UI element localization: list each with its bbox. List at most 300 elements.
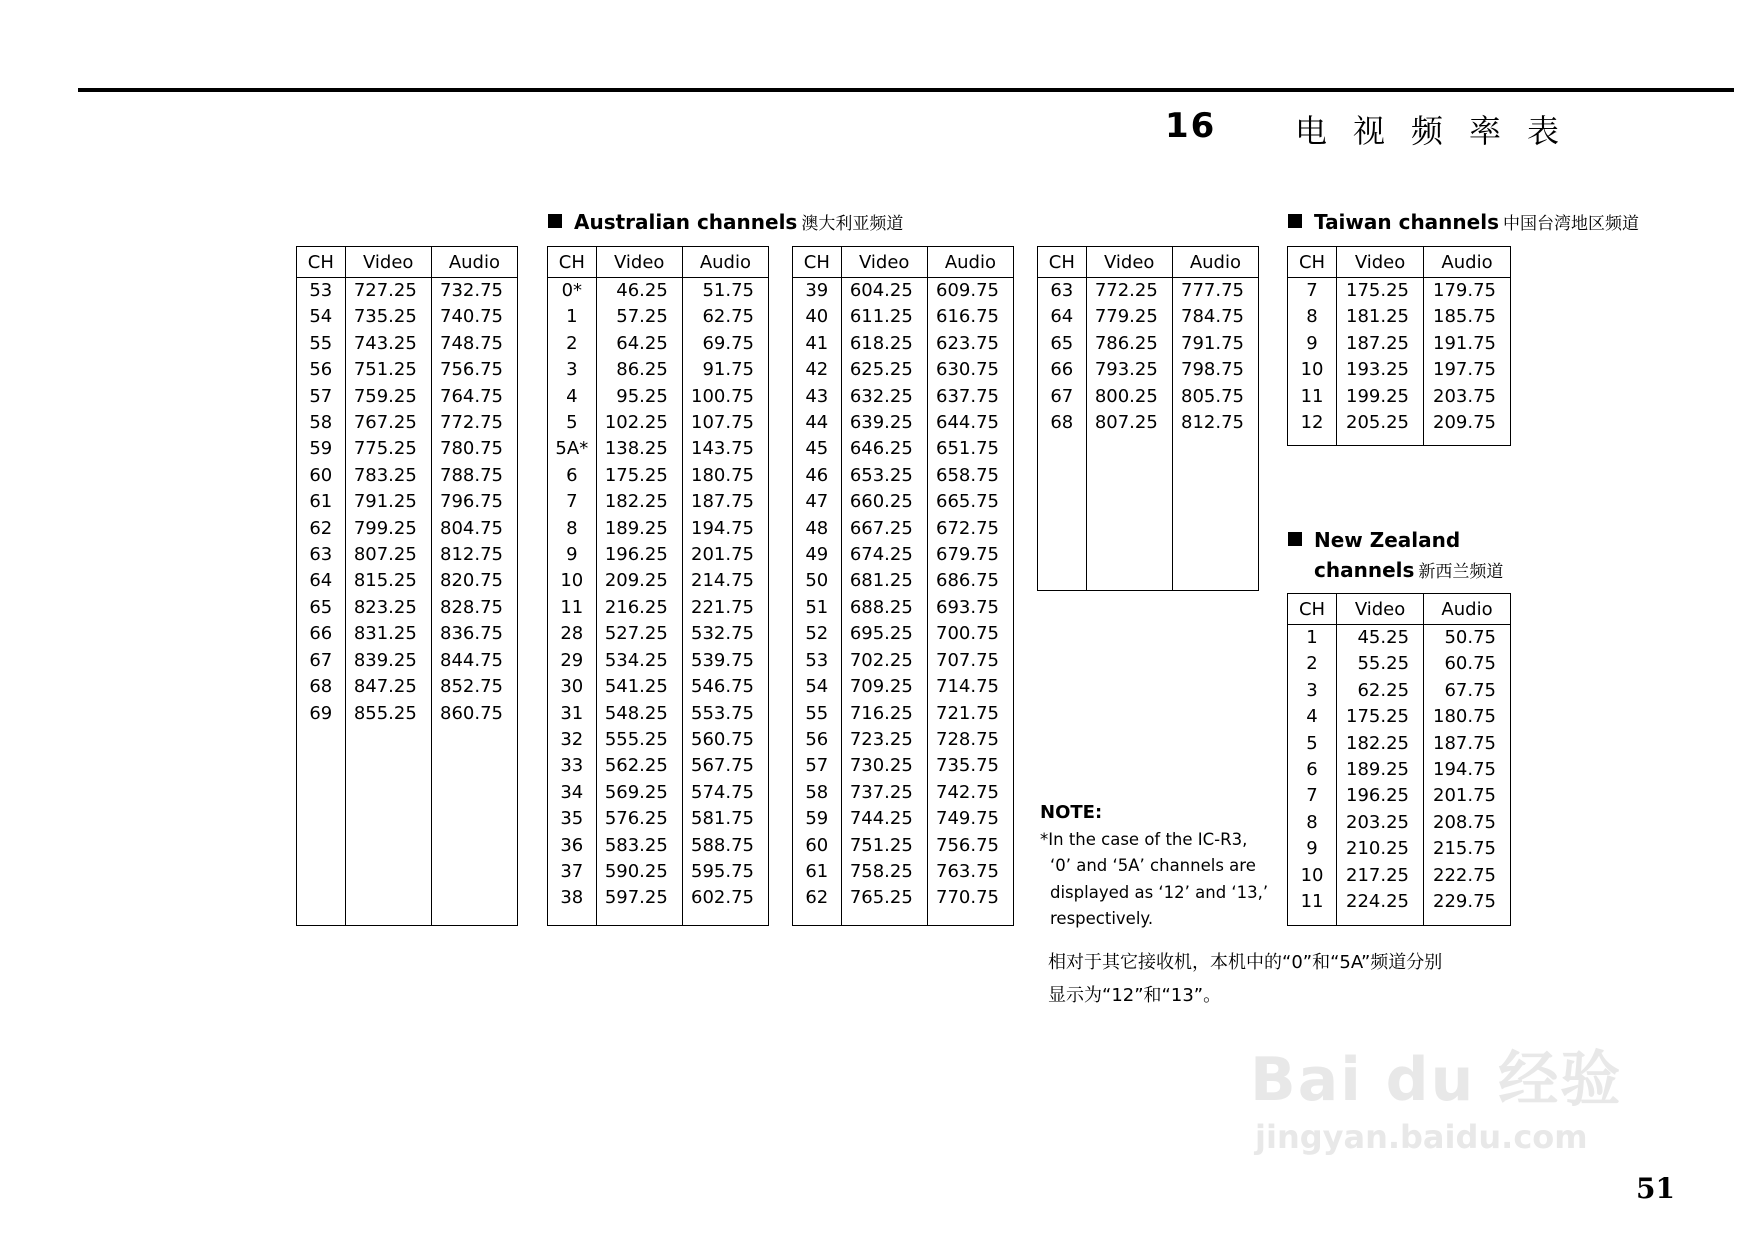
video-freq-cell: 597.25 xyxy=(596,885,682,911)
channel-cell: 40 xyxy=(805,306,829,328)
table-row xyxy=(297,304,518,330)
audio-freq-cell: 784.75 xyxy=(1172,304,1258,330)
audio-freq-cell: 560.75 xyxy=(682,727,768,753)
table-row xyxy=(793,436,1014,462)
channel-cell: 58 xyxy=(805,781,829,803)
video-freq-cell: 625.25 xyxy=(841,357,927,383)
audio-freq-cell: 69.75 xyxy=(682,331,768,357)
table-row xyxy=(548,516,769,542)
note-line: displayed as ‘12’ and ‘13,’ xyxy=(1050,882,1269,902)
video-freq-cell: 674.25 xyxy=(841,542,927,568)
table-row xyxy=(548,278,769,305)
note-line: ‘0’ and ‘5A’ channels are xyxy=(1050,856,1256,875)
channel-cell: 51 xyxy=(805,596,829,618)
video-freq-cell: 716.25 xyxy=(841,701,927,727)
channel-cell: 11 xyxy=(1300,385,1324,407)
column-header-video: Video xyxy=(596,247,682,278)
table-row xyxy=(297,595,518,621)
table-row xyxy=(793,278,1014,305)
audio-freq-cell: 180.75 xyxy=(1424,704,1511,730)
video-freq-cell: 772.25 xyxy=(1086,278,1172,305)
column-header-ch: CH xyxy=(793,247,842,278)
video-freq-cell: 639.25 xyxy=(841,410,927,436)
channel-cell: 52 xyxy=(805,623,829,645)
audio-freq-cell: 820.75 xyxy=(431,568,517,594)
audio-freq-cell: 644.75 xyxy=(927,410,1013,436)
channel-cell: 2 xyxy=(566,332,578,354)
video-freq-cell: 210.25 xyxy=(1337,836,1424,862)
audio-freq-cell: 630.75 xyxy=(927,357,1013,383)
channel-cell: 45 xyxy=(805,438,829,460)
audio-freq-cell: 658.75 xyxy=(927,463,1013,489)
video-freq-cell: 751.25 xyxy=(841,833,927,859)
channel-cell: 60 xyxy=(309,464,333,486)
table-row xyxy=(1288,278,1511,305)
table-row xyxy=(793,384,1014,410)
australian-title: Australian channels xyxy=(574,210,798,234)
video-freq-cell: 182.25 xyxy=(1337,731,1424,757)
video-freq-cell: 189.25 xyxy=(1337,757,1424,783)
audio-freq-cell: 602.75 xyxy=(682,885,768,911)
top-rule xyxy=(78,88,1734,92)
table-row xyxy=(297,568,518,594)
empty-cell xyxy=(431,727,517,926)
table-row xyxy=(1288,331,1511,357)
channel-cell: 55 xyxy=(309,332,333,354)
video-freq-cell: 709.25 xyxy=(841,674,927,700)
channel-cell: 43 xyxy=(805,385,829,407)
audio-freq-cell: 222.75 xyxy=(1424,863,1511,889)
channel-cell: 8 xyxy=(1306,811,1318,833)
video-freq-cell: 702.25 xyxy=(841,648,927,674)
table-filler-row xyxy=(1288,915,1511,925)
channel-cell: 53 xyxy=(805,649,829,671)
audio-freq-cell: 860.75 xyxy=(431,701,517,727)
empty-cell xyxy=(1038,436,1087,590)
table-row xyxy=(793,516,1014,542)
audio-freq-cell: 187.75 xyxy=(682,489,768,515)
table-row xyxy=(1288,625,1511,652)
video-freq-cell: 562.25 xyxy=(596,753,682,779)
channel-cell: 67 xyxy=(309,649,333,671)
audio-freq-cell: 201.75 xyxy=(682,542,768,568)
audio-freq-cell: 836.75 xyxy=(431,621,517,647)
channel-cell: 28 xyxy=(560,623,584,645)
table-row xyxy=(793,568,1014,594)
video-freq-cell: 807.25 xyxy=(1086,410,1172,436)
watermark-brand: Bai du 经验 xyxy=(1250,1045,1623,1115)
table-row xyxy=(1288,704,1511,730)
channel-cell: 67 xyxy=(1050,385,1074,407)
video-freq-cell: 138.25 xyxy=(596,436,682,462)
table-row xyxy=(297,701,518,727)
channel-cell: 62 xyxy=(805,887,829,909)
table-row xyxy=(548,410,769,436)
channel-cell: 66 xyxy=(1050,359,1074,381)
table-row xyxy=(297,436,518,462)
table-row xyxy=(548,859,769,885)
audio-freq-cell: 770.75 xyxy=(927,885,1013,911)
video-freq-cell: 583.25 xyxy=(596,833,682,859)
video-freq-cell: 205.25 xyxy=(1337,410,1424,436)
table-filler-row xyxy=(793,912,1014,926)
video-freq-cell: 791.25 xyxy=(345,489,431,515)
channel-cell: 5 xyxy=(1306,732,1318,754)
table-row xyxy=(548,833,769,859)
column-header-audio: Audio xyxy=(1424,594,1511,625)
video-freq-cell: 653.25 xyxy=(841,463,927,489)
audio-freq-cell: 756.75 xyxy=(927,833,1013,859)
audio-freq-cell: 735.75 xyxy=(927,753,1013,779)
square-bullet-icon xyxy=(1288,214,1302,228)
empty-cell xyxy=(1337,915,1424,925)
channel-cell: 9 xyxy=(1306,332,1318,354)
channel-cell: 64 xyxy=(309,570,333,592)
table-filler-row xyxy=(1038,436,1259,590)
channel-cell: 55 xyxy=(805,702,829,724)
audio-freq-cell: 91.75 xyxy=(682,357,768,383)
video-freq-cell: 751.25 xyxy=(345,357,431,383)
video-freq-cell: 735.25 xyxy=(345,304,431,330)
video-freq-cell: 534.25 xyxy=(596,648,682,674)
audio-freq-cell: 194.75 xyxy=(682,516,768,542)
empty-cell xyxy=(1424,436,1511,445)
audio-freq-cell: 229.75 xyxy=(1424,889,1511,915)
audio-freq-cell: 756.75 xyxy=(431,357,517,383)
video-freq-cell: 548.25 xyxy=(596,701,682,727)
audio-freq-cell: 197.75 xyxy=(1424,357,1511,383)
audio-freq-cell: 179.75 xyxy=(1424,278,1511,305)
video-freq-cell: 555.25 xyxy=(596,727,682,753)
empty-cell xyxy=(841,912,927,926)
channel-cell: 54 xyxy=(805,676,829,698)
table-row xyxy=(793,621,1014,647)
column-header-video: Video xyxy=(1337,594,1424,625)
video-freq-cell: 187.25 xyxy=(1337,331,1424,357)
newzealand-title-line1: New Zealand xyxy=(1314,528,1461,552)
channel-cell: 4 xyxy=(566,385,578,407)
channel-cell: 6 xyxy=(566,464,578,486)
channel-cell: 0* xyxy=(561,280,583,301)
video-freq-cell: 86.25 xyxy=(596,357,682,383)
channel-cell: 3 xyxy=(1306,679,1318,701)
chapter-number: 16 xyxy=(1165,106,1217,146)
taiwan-title: Taiwan channels xyxy=(1314,210,1499,234)
note-chinese-line: 相对于其它接收机，本机中的“0”和“5A”频道分别 xyxy=(1048,952,1443,973)
video-freq-cell: 688.25 xyxy=(841,595,927,621)
channel-cell: 30 xyxy=(560,676,584,698)
channel-cell: 61 xyxy=(805,860,829,882)
table-row xyxy=(793,648,1014,674)
table-row xyxy=(793,357,1014,383)
table-row xyxy=(548,621,769,647)
video-freq-cell: 799.25 xyxy=(345,516,431,542)
video-freq-cell: 783.25 xyxy=(345,463,431,489)
channel-cell: 68 xyxy=(1050,412,1074,434)
channel-cell: 37 xyxy=(560,860,584,882)
channel-cell: 69 xyxy=(309,702,333,724)
table-row xyxy=(297,463,518,489)
table-row xyxy=(548,304,769,330)
australian-heading xyxy=(548,209,903,234)
channel-cell: 36 xyxy=(560,834,584,856)
column-header-video: Video xyxy=(841,247,927,278)
table-row xyxy=(297,621,518,647)
channel-cell: 11 xyxy=(1300,891,1324,913)
video-freq-cell: 46.25 xyxy=(596,278,682,305)
video-freq-cell: 604.25 xyxy=(841,278,927,305)
audio-freq-cell: 191.75 xyxy=(1424,331,1511,357)
channel-table-taiwan xyxy=(1287,246,1511,446)
watermark-url: jingyan.baidu.com xyxy=(1255,1118,1588,1156)
table-row xyxy=(1288,651,1511,677)
video-freq-cell: 590.25 xyxy=(596,859,682,885)
audio-freq-cell: 567.75 xyxy=(682,753,768,779)
video-freq-cell: 831.25 xyxy=(345,621,431,647)
australian-title-zh: 澳大利亚频道 xyxy=(801,214,904,234)
table-row xyxy=(548,463,769,489)
channel-cell: 68 xyxy=(309,676,333,698)
channel-table-1 xyxy=(296,246,518,926)
channel-cell: 10 xyxy=(560,570,584,592)
audio-freq-cell: 665.75 xyxy=(927,489,1013,515)
audio-freq-cell: 693.75 xyxy=(927,595,1013,621)
column-header-audio: Audio xyxy=(927,247,1013,278)
channel-cell: 1 xyxy=(1306,627,1318,648)
table-row xyxy=(1288,783,1511,809)
table-row xyxy=(793,463,1014,489)
table-row xyxy=(297,410,518,436)
channel-cell: 50 xyxy=(805,570,829,592)
table-row xyxy=(548,568,769,594)
table-row xyxy=(1288,863,1511,889)
audio-freq-cell: 595.75 xyxy=(682,859,768,885)
channel-cell: 34 xyxy=(560,781,584,803)
video-freq-cell: 569.25 xyxy=(596,780,682,806)
channel-cell: 58 xyxy=(309,412,333,434)
video-freq-cell: 203.25 xyxy=(1337,810,1424,836)
video-freq-cell: 723.25 xyxy=(841,727,927,753)
audio-freq-cell: 798.75 xyxy=(1172,357,1258,383)
table-row xyxy=(548,384,769,410)
table-row xyxy=(793,859,1014,885)
channel-cell: 46 xyxy=(805,464,829,486)
audio-freq-cell: 852.75 xyxy=(431,674,517,700)
table-row xyxy=(548,806,769,832)
audio-freq-cell: 740.75 xyxy=(431,304,517,330)
video-freq-cell: 175.25 xyxy=(1337,704,1424,730)
video-freq-cell: 611.25 xyxy=(841,304,927,330)
audio-freq-cell: 791.75 xyxy=(1172,331,1258,357)
audio-freq-cell: 742.75 xyxy=(927,780,1013,806)
audio-freq-cell: 623.75 xyxy=(927,331,1013,357)
table-row xyxy=(548,648,769,674)
audio-freq-cell: 812.75 xyxy=(1172,410,1258,436)
video-freq-cell: 767.25 xyxy=(345,410,431,436)
video-freq-cell: 189.25 xyxy=(596,516,682,542)
column-header-ch: CH xyxy=(548,247,597,278)
audio-freq-cell: 804.75 xyxy=(431,516,517,542)
table-row xyxy=(793,674,1014,700)
table-row xyxy=(297,331,518,357)
note-chinese-line: 显示为“12”和“13”。 xyxy=(1048,985,1222,1006)
table-row xyxy=(548,595,769,621)
video-freq-cell: 182.25 xyxy=(596,489,682,515)
video-freq-cell: 815.25 xyxy=(345,568,431,594)
table-row xyxy=(548,753,769,779)
audio-freq-cell: 732.75 xyxy=(431,278,517,305)
table-row xyxy=(548,674,769,700)
audio-freq-cell: 700.75 xyxy=(927,621,1013,647)
channel-cell: 56 xyxy=(309,359,333,381)
video-freq-cell: 765.25 xyxy=(841,885,927,911)
video-freq-cell: 730.25 xyxy=(841,753,927,779)
table-row xyxy=(793,885,1014,911)
audio-freq-cell: 214.75 xyxy=(682,568,768,594)
audio-freq-cell: 209.75 xyxy=(1424,410,1511,436)
channel-cell: 4 xyxy=(1306,706,1318,728)
audio-freq-cell: 221.75 xyxy=(682,595,768,621)
table-row xyxy=(548,357,769,383)
channel-cell: 64 xyxy=(1050,306,1074,328)
channel-cell: 7 xyxy=(1306,785,1318,807)
column-header-audio: Audio xyxy=(682,247,768,278)
newzealand-heading-line2 xyxy=(1314,557,1503,582)
channel-cell: 35 xyxy=(560,808,584,830)
empty-cell xyxy=(1288,436,1337,445)
video-freq-cell: 199.25 xyxy=(1337,384,1424,410)
video-freq-cell: 681.25 xyxy=(841,568,927,594)
audio-freq-cell: 185.75 xyxy=(1424,304,1511,330)
audio-freq-cell: 679.75 xyxy=(927,542,1013,568)
channel-cell: 61 xyxy=(309,491,333,513)
table-row xyxy=(548,701,769,727)
channel-cell: 63 xyxy=(309,544,333,566)
table-row xyxy=(793,701,1014,727)
empty-cell xyxy=(345,727,431,926)
audio-freq-cell: 180.75 xyxy=(682,463,768,489)
table-row xyxy=(1288,810,1511,836)
audio-freq-cell: 764.75 xyxy=(431,384,517,410)
video-freq-cell: 779.25 xyxy=(1086,304,1172,330)
audio-freq-cell: 60.75 xyxy=(1424,651,1511,677)
channel-cell: 66 xyxy=(309,623,333,645)
audio-freq-cell: 62.75 xyxy=(682,304,768,330)
table-row xyxy=(1288,757,1511,783)
channel-cell: 41 xyxy=(805,332,829,354)
channel-cell: 9 xyxy=(1306,838,1318,860)
square-bullet-icon xyxy=(548,214,562,228)
channel-cell: 8 xyxy=(566,517,578,539)
video-freq-cell: 727.25 xyxy=(345,278,431,305)
channel-table-australia-c xyxy=(1037,246,1259,591)
table-row xyxy=(297,489,518,515)
table-row xyxy=(1288,410,1511,436)
video-freq-cell: 855.25 xyxy=(345,701,431,727)
channel-cell: 49 xyxy=(805,544,829,566)
table-row xyxy=(1288,731,1511,757)
channel-cell: 7 xyxy=(566,491,578,513)
video-freq-cell: 217.25 xyxy=(1337,863,1424,889)
table-row xyxy=(1288,384,1511,410)
column-header-ch: CH xyxy=(1288,594,1337,625)
video-freq-cell: 175.25 xyxy=(1337,278,1424,305)
chapter-title: 电视频率表 xyxy=(1295,112,1586,150)
table-row xyxy=(793,780,1014,806)
video-freq-cell: 839.25 xyxy=(345,648,431,674)
video-freq-cell: 541.25 xyxy=(596,674,682,700)
channel-cell: 63 xyxy=(1050,280,1074,301)
table-row xyxy=(793,410,1014,436)
video-freq-cell: 646.25 xyxy=(841,436,927,462)
table-row xyxy=(793,806,1014,832)
column-header-ch: CH xyxy=(1288,247,1337,278)
table-filler-row xyxy=(1288,436,1511,445)
table-row xyxy=(297,278,518,305)
table-row xyxy=(1288,304,1511,330)
audio-freq-cell: 686.75 xyxy=(927,568,1013,594)
channel-cell: 62 xyxy=(309,517,333,539)
channel-table-australia-b xyxy=(792,246,1014,926)
channel-cell: 7 xyxy=(1306,280,1318,301)
page-number: 51 xyxy=(1636,1172,1675,1205)
audio-freq-cell: 788.75 xyxy=(431,463,517,489)
empty-cell xyxy=(596,912,682,926)
empty-cell xyxy=(682,912,768,926)
column-header-audio: Audio xyxy=(431,247,517,278)
audio-freq-cell: 728.75 xyxy=(927,727,1013,753)
channel-cell: 9 xyxy=(566,544,578,566)
channel-cell: 29 xyxy=(560,649,584,671)
channel-cell: 56 xyxy=(805,728,829,750)
video-freq-cell: 102.25 xyxy=(596,410,682,436)
video-freq-cell: 660.25 xyxy=(841,489,927,515)
table-row xyxy=(1288,678,1511,704)
table-filler-row xyxy=(548,912,769,926)
audio-freq-cell: 777.75 xyxy=(1172,278,1258,305)
channel-cell: 3 xyxy=(566,359,578,381)
table-row xyxy=(1288,836,1511,862)
audio-freq-cell: 828.75 xyxy=(431,595,517,621)
video-freq-cell: 62.25 xyxy=(1337,678,1424,704)
table-row xyxy=(548,436,769,462)
table-row xyxy=(793,595,1014,621)
channel-cell: 59 xyxy=(805,808,829,830)
video-freq-cell: 695.25 xyxy=(841,621,927,647)
taiwan-heading xyxy=(1288,209,1639,234)
audio-freq-cell: 748.75 xyxy=(431,331,517,357)
audio-freq-cell: 588.75 xyxy=(682,833,768,859)
audio-freq-cell: 780.75 xyxy=(431,436,517,462)
audio-freq-cell: 574.75 xyxy=(682,780,768,806)
newzealand-heading xyxy=(1288,528,1460,552)
table-row xyxy=(297,648,518,674)
video-freq-cell: 759.25 xyxy=(345,384,431,410)
video-freq-cell: 618.25 xyxy=(841,331,927,357)
channel-cell: 57 xyxy=(805,755,829,777)
audio-freq-cell: 546.75 xyxy=(682,674,768,700)
table-row xyxy=(793,331,1014,357)
audio-freq-cell: 805.75 xyxy=(1172,384,1258,410)
table-row xyxy=(793,833,1014,859)
table-row xyxy=(1038,357,1259,383)
video-freq-cell: 744.25 xyxy=(841,806,927,832)
audio-freq-cell: 772.75 xyxy=(431,410,517,436)
audio-freq-cell: 796.75 xyxy=(431,489,517,515)
channel-table-newzealand xyxy=(1287,593,1511,926)
table-row xyxy=(1038,331,1259,357)
table-row xyxy=(1288,357,1511,383)
